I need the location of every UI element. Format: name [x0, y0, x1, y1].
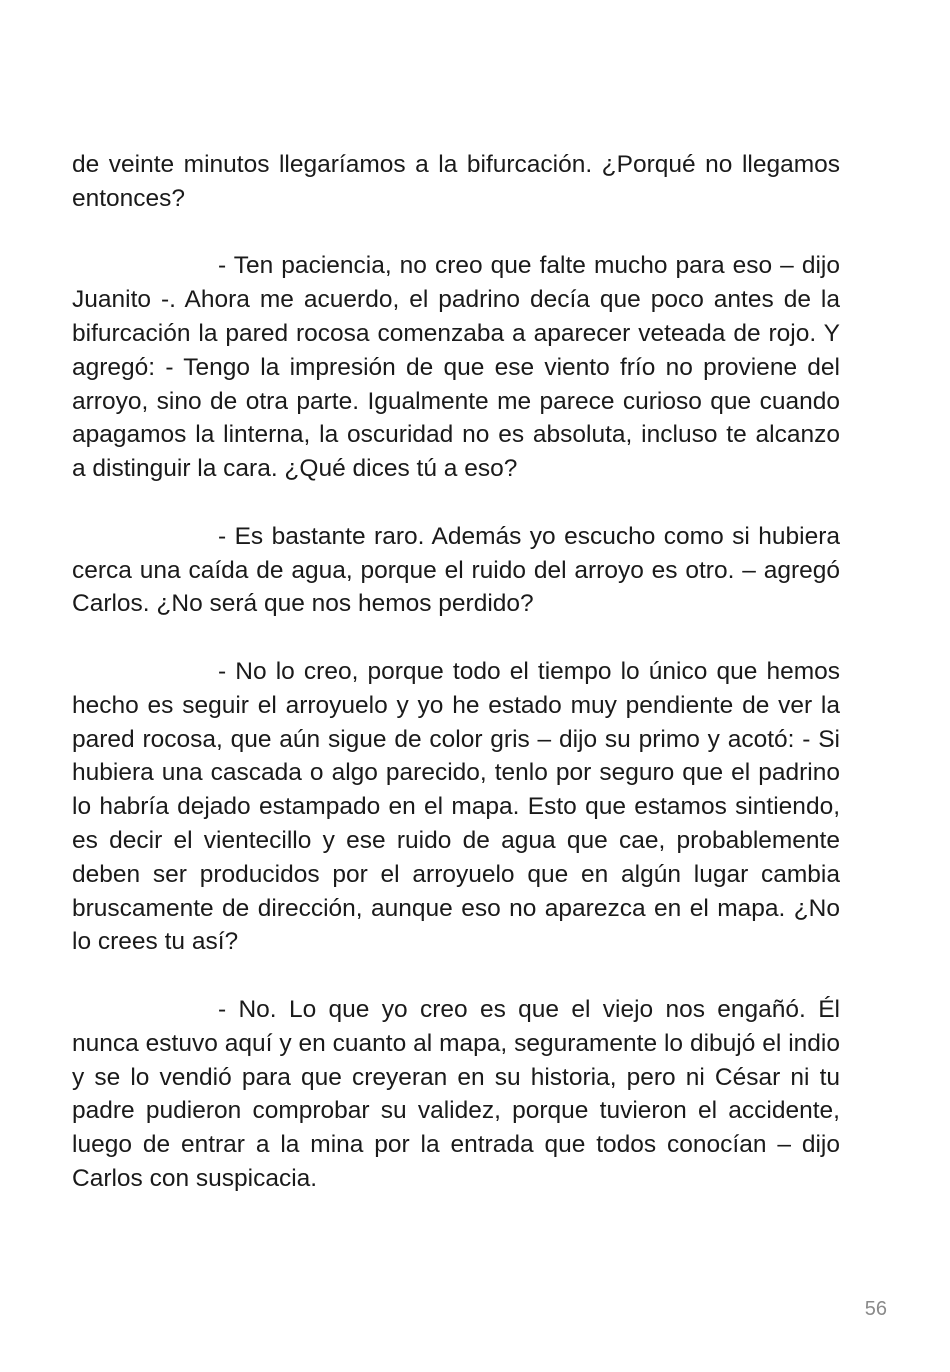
paragraph-4: - No lo creo, porque todo el tiempo lo único que hemos hecho es seguir el arroyuelo y yo he estado muy pendiente de ver la pared rocosa, que aún sigue de color gris – dijo su primo y acotó: - Si hubiera una cascada o algo parecido, tenlo por seguro que el padrino lo habría dejado estampado en el mapa. Esto que estamos sintiendo, es decir el vientecillo y ese ruido de agua que cae, probablemente deben ser producidos por el arroyuelo que en algún lugar cambia bruscamente de dirección, aunque eso no aparezca en el mapa. ¿No lo crees tu así? [72, 657, 840, 956]
paragraph-5: - No. Lo que yo creo es que el viejo nos engañó. Él nunca estuvo aquí y en cuanto al mapa, seguramente lo dibujó el indio y se lo vendió para que creyeran en su historia, pero ni César ni tu padre pudieron comprobar su validez, porque tuvieron el accidente, luego de entrar a la mina por la entrada que todos conocían – dijo Carlos con suspicacia. [72, 995, 840, 1192]
paragraph-3: - Es bastante raro. Además yo escucho como si hubiera cerca una caída de agua, porque el ruido del arroyo es otro. – agregó Carlos. ¿No será que nos hemos perdido? [72, 522, 840, 618]
paragraph-1: de veinte minutos llegaríamos a la bifurcación. ¿Porqué no llegamos entonces? [72, 151, 840, 212]
page-number: 56 [864, 1298, 887, 1320]
body-text [72, 148, 840, 1230]
paragraph-2: - Ten paciencia, no creo que falte mucho para eso – dijo Juanito -. Ahora me acuerdo, el padrino decía que poco antes de la bifurcación la pared rocosa comenzaba a aparecer veteada de rojo. Y agregó: - Tengo la impresión de que ese viento frío no proviene del arroyo, sino de otra parte. Igualmente me parece curioso que cuando apagamos la linterna, la oscuridad no es absoluta, incluso te alcanzo a distinguir la cara. ¿Qué dices tú a eso? [72, 252, 840, 483]
